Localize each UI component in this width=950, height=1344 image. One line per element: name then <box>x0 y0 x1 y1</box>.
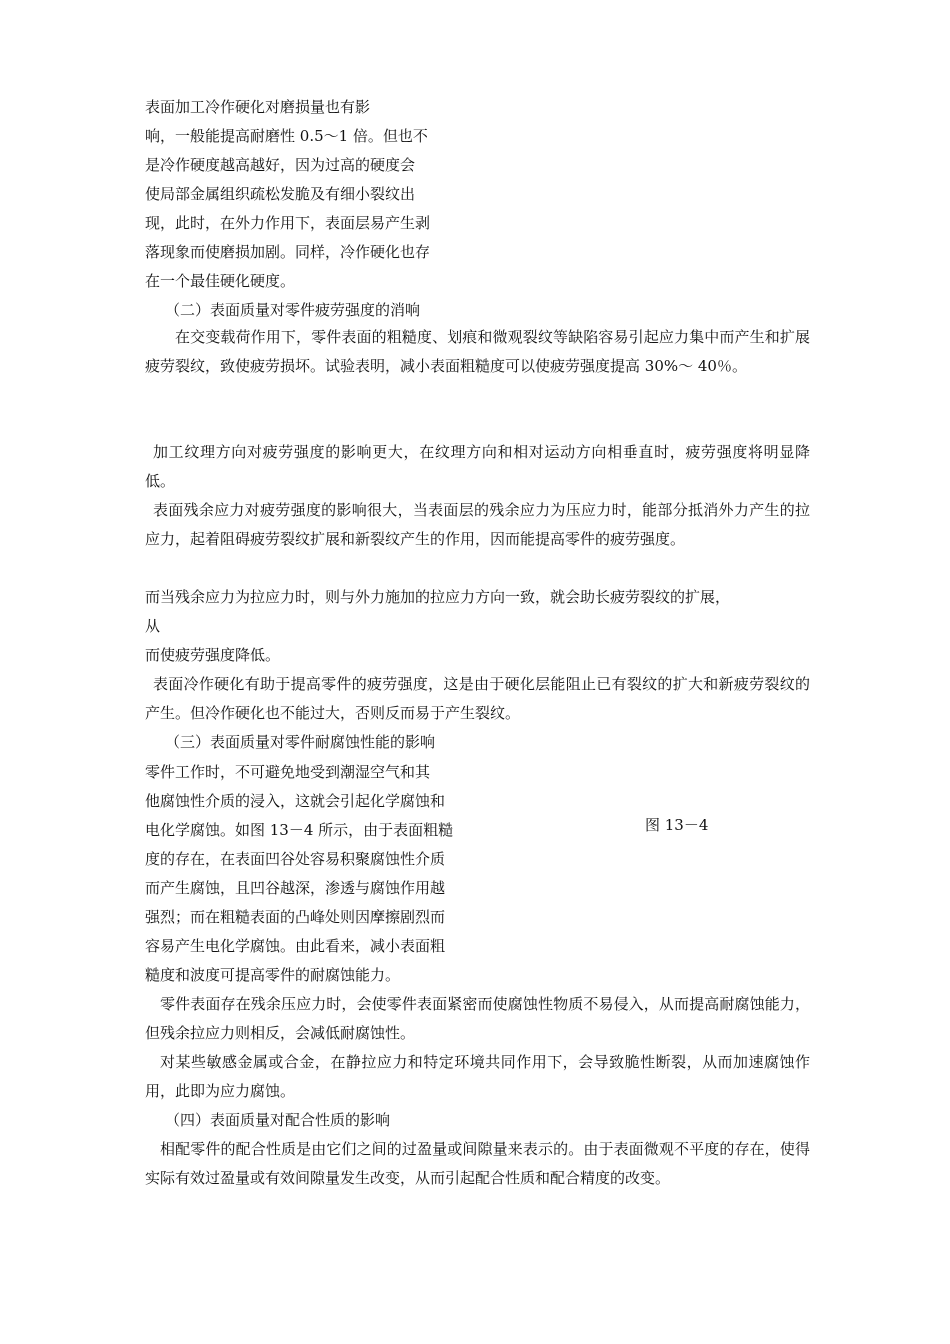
text-line: 使局部金属组织疏松发脆及有细小裂纹出 <box>145 185 416 203</box>
text-line: 在一个最佳硬化硬度。 <box>145 272 296 290</box>
text-line: 响，一般能提高耐磨性 0.5～1 倍。但也不 <box>145 127 428 145</box>
section-heading: （二）表面质量对零件疲劳强度的消响 <box>165 301 421 319</box>
text-line: 度的存在，在表面凹谷处容易积聚腐蚀性介质 <box>145 850 446 868</box>
section-heading: （三）表面质量对零件耐腐蚀性能的影响 <box>165 733 436 751</box>
section-heading: （四）表面质量对配合性质的影响 <box>165 1111 391 1129</box>
paragraph: 表面残余应力对疲劳强度的影响很大，当表面层的残余应力为压应力时，能部分抵消外力产生的拉应力，起着阻碍疲劳裂纹扩展和新裂纹产生的作用，因而能提高零件的疲劳强度。 <box>145 501 810 548</box>
text-line: 零件工作时，不可避免地受到潮湿空气和其 <box>145 763 431 781</box>
text-line: 糙度和波度可提高零件的耐腐蚀能力。 <box>145 966 401 984</box>
text-line: 容易产生电化学腐蚀。由此看来，减小表面粗 <box>145 937 446 955</box>
paragraph: 在交变载荷作用下，零件表面的粗糙度、划痕和微观裂纹等缺陷容易引起应力集中而产生和扩展疲劳裂纹，致使疲劳损坏。试验表明，减小表面粗糙度可以使疲劳强度提高 30%～ 40％。 <box>145 328 810 375</box>
text-line: 落现象而使磨损加剧。同样，冷作硬化也存 <box>145 243 431 261</box>
text-line: 电化学腐蚀。如图 13－4 所示，由于表面粗糙 <box>145 821 454 839</box>
text-line: 表面加工冷作硬化对磨损量也有影 <box>145 98 371 116</box>
paragraph: 零件表面存在残余压应力时，会使零件表面紧密而使腐蚀性物质不易侵入，从而提高耐腐蚀能力，但残余拉应力则相反，会减低耐腐蚀性。 <box>145 995 810 1042</box>
text-line: 他腐蚀性介质的浸入，这就会引起化学腐蚀和 <box>145 792 446 810</box>
text-line: 现，此时，在外力作用下，表面层易产生剥 <box>145 214 431 232</box>
text-line: 强烈；而在粗糙表面的凸峰处则因摩擦剧烈而 <box>145 908 446 926</box>
text-line: 从 <box>145 617 161 635</box>
paragraph: 表面冷作硬化有助于提高零件的疲劳强度，这是由于硬化层能阻止已有裂纹的扩大和新疲劳裂纹的产生。但冷作硬化也不能过大，否则反而易于产生裂纹。 <box>145 675 810 722</box>
text-line: 而产生腐蚀，且凹谷越深，渗透与腐蚀作用越 <box>145 879 446 897</box>
text-line: 而使疲劳强度降低。 <box>145 646 281 664</box>
text-line: 而当残余应力为拉应力时，则与外力施加的拉应力方向一致，就会助长疲劳裂纹的扩展， <box>145 588 731 606</box>
paragraph: 对某些敏感金属或合金，在静拉应力和特定环境共同作用下，会导致脆性断裂，从而加速腐蚀作用，此即为应力腐蚀。 <box>145 1053 810 1100</box>
figure-caption: 图 13－4 <box>645 816 709 834</box>
text-line: 是冷作硬度越高越好，因为过高的硬度会 <box>145 156 416 174</box>
paragraph: 相配零件的配合性质是由它们之间的过盈量或间隙量来表示的。由于表面微观不平度的存在，使得实际有效过盈量或有效间隙量发生改变，从而引起配合性质和配合精度的改变。 <box>145 1140 810 1187</box>
paragraph: 加工纹理方向对疲劳强度的影响更大，在纹理方向和相对运动方向相垂直时，疲劳强度将明显降低。 <box>145 443 810 490</box>
